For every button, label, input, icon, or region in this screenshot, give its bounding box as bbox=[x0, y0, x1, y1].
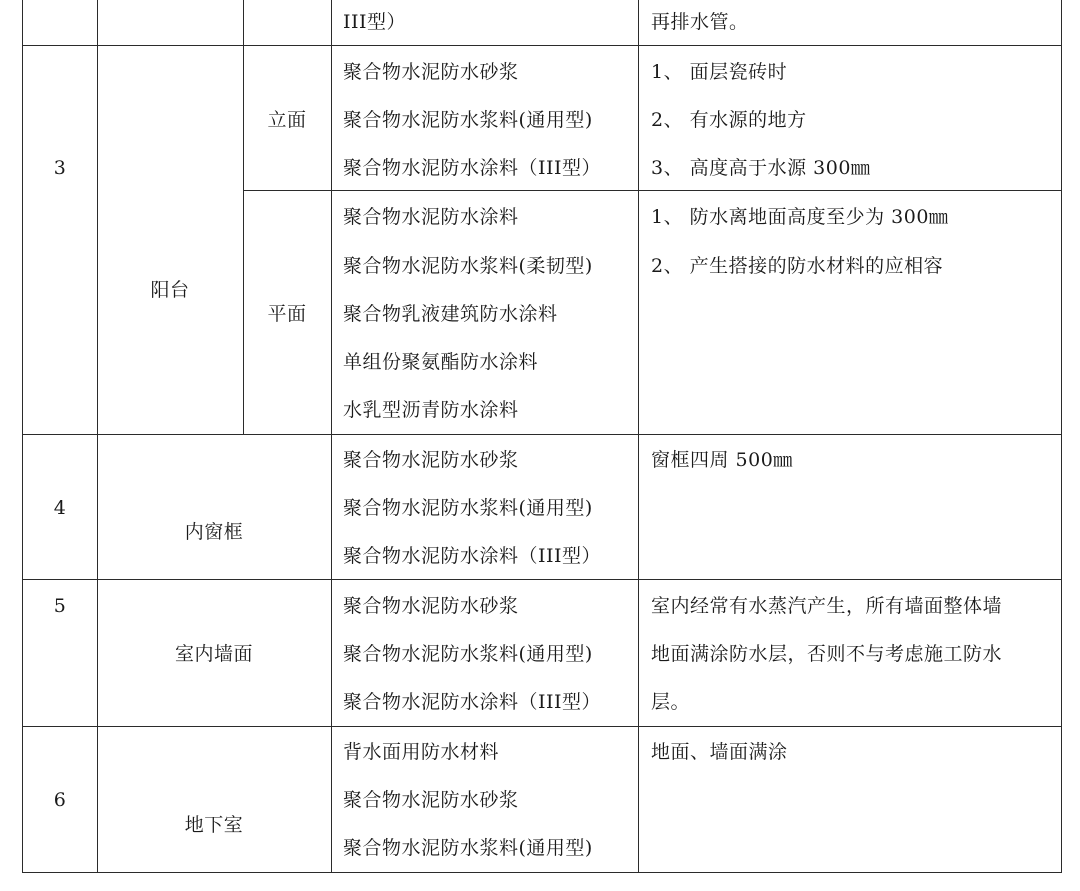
row-number: 5 bbox=[53, 595, 67, 617]
row-divider bbox=[22, 726, 1062, 727]
note-item: 1、 防水离地面高度至少为 300㎜ bbox=[651, 206, 949, 228]
table-border-right bbox=[1061, 0, 1062, 873]
material-item: 单组份聚氨酯防水涂料 bbox=[343, 351, 539, 373]
column-divider bbox=[331, 0, 332, 873]
material-item: 聚合物水泥防水涂料（III型） bbox=[343, 545, 602, 567]
material-item: 聚合物乳液建筑防水涂料 bbox=[343, 303, 558, 325]
column-divider bbox=[243, 0, 244, 434]
material-item: 聚合物水泥防水涂料 bbox=[343, 206, 519, 228]
location-cell: 阳台 bbox=[150, 279, 190, 301]
note-item: 窗框四周 500㎜ bbox=[651, 449, 793, 471]
material-item: 聚合物水泥防水浆料(通用型) bbox=[343, 497, 593, 519]
column-divider bbox=[97, 0, 98, 873]
material-item: 聚合物水泥防水涂料（III型） bbox=[343, 157, 602, 179]
row-divider bbox=[22, 434, 1062, 435]
note-item: 地面满涂防水层，否则不与考虑施工防水 bbox=[651, 643, 1003, 665]
row-number: 4 bbox=[53, 497, 67, 519]
row-divider bbox=[22, 579, 1062, 580]
location-cell: 内窗框 bbox=[184, 521, 244, 543]
material-item: 聚合物水泥防水浆料(柔韧型) bbox=[343, 255, 593, 277]
material-item: 聚合物水泥防水砂浆 bbox=[343, 449, 519, 471]
note-item: 3、 高度高于水源 300㎜ bbox=[651, 157, 871, 179]
location-cell: 室内墙面 bbox=[174, 643, 254, 665]
material-item: 聚合物水泥防水浆料(通用型) bbox=[343, 109, 593, 131]
material-item: 聚合物水泥防水浆料(通用型) bbox=[343, 643, 593, 665]
row-number: 6 bbox=[53, 789, 67, 811]
material-item: 聚合物水泥防水涂料（III型） bbox=[343, 691, 602, 713]
note-item: 2、 有水源的地方 bbox=[651, 109, 807, 131]
row-divider bbox=[22, 45, 1062, 46]
material-item: 背水面用防水材料 bbox=[343, 741, 500, 763]
sub-location-cell: 立面 bbox=[267, 109, 307, 131]
sub-location-cell: 平面 bbox=[267, 303, 307, 325]
material-item: 聚合物水泥防水砂浆 bbox=[343, 595, 519, 617]
note-item: 2、 产生搭接的防水材料的应相容 bbox=[651, 255, 944, 277]
note-item: 地面、墙面满涂 bbox=[651, 741, 788, 763]
table-border-left bbox=[22, 0, 23, 873]
material-cell: III型） bbox=[343, 11, 407, 33]
material-item: 聚合物水泥防水砂浆 bbox=[343, 789, 519, 811]
row-divider bbox=[243, 190, 1062, 191]
location-cell: 地下室 bbox=[184, 814, 244, 836]
note-item: 层。 bbox=[651, 691, 691, 713]
material-item: 水乳型沥青防水涂料 bbox=[343, 399, 519, 421]
column-divider bbox=[638, 0, 639, 873]
material-item: 聚合物水泥防水浆料(通用型) bbox=[343, 837, 593, 859]
material-item: 聚合物水泥防水砂浆 bbox=[343, 61, 519, 83]
note-item: 室内经常有水蒸汽产生，所有墙面整体墙 bbox=[651, 595, 1003, 617]
note-cell: 再排水管。 bbox=[651, 11, 749, 33]
note-item: 1、 面层瓷砖时 bbox=[651, 61, 788, 83]
row-number: 3 bbox=[53, 157, 67, 179]
table-border-bottom bbox=[22, 872, 1062, 873]
